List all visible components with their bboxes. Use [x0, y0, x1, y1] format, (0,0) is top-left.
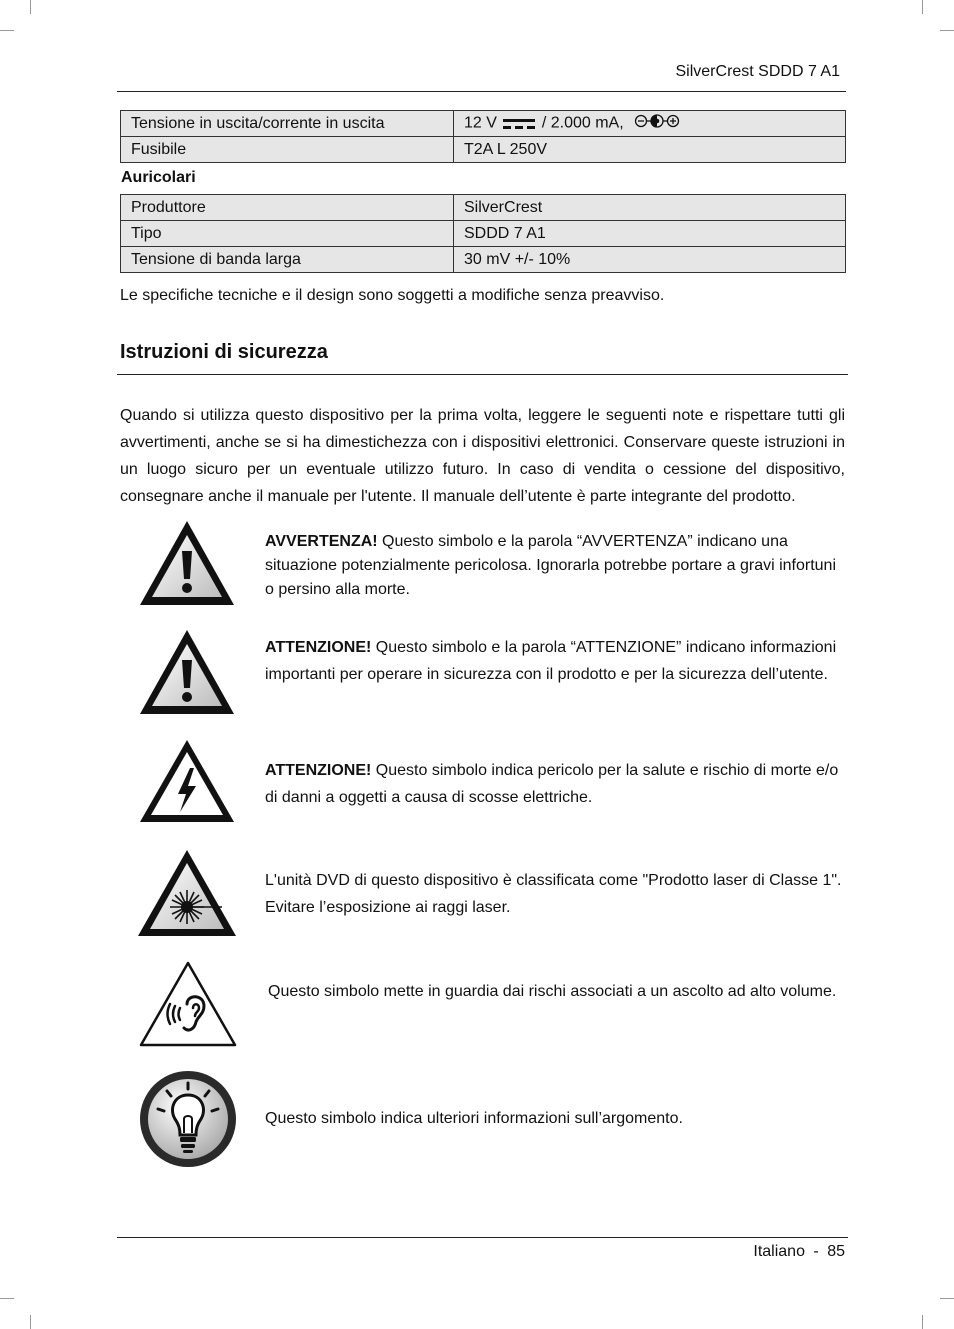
table-cell-value — [454, 111, 846, 137]
symbol-keyword: AVVERTENZA! — [265, 533, 378, 550]
footer-language: Italiano — [753, 1243, 805, 1260]
table-cell-label: Fusibile — [121, 137, 454, 163]
table-cell-label: Tipo — [121, 221, 454, 247]
crop-mark — [30, 0, 31, 14]
table-cell-label: Tensione in uscita/corrente in uscita — [121, 111, 454, 137]
table-row — [121, 111, 846, 137]
symbol-description: L'unità DVD di questo dispositivo è classificata come "Prodotto laser di Classe 1". Evitare l’esposizione ai raggi laser. — [265, 872, 842, 916]
section-title: Istruzioni di sicurezza — [120, 341, 328, 363]
section-rule — [117, 374, 848, 375]
symbol-description: Questo simbolo e la parola “ATTENZIONE” indicano informazioni importanti per operare in sicurezza con il prodotto e per la sicurezza dell’utente. — [265, 639, 837, 683]
polarity-icon — [634, 113, 680, 134]
output-spec-table — [120, 110, 846, 163]
crop-mark — [940, 1298, 954, 1299]
footer — [753, 1243, 845, 1261]
symbol-text — [265, 1107, 845, 1131]
table-cell-value: 30 mV +/- 10% — [454, 247, 846, 273]
table-row — [121, 195, 846, 221]
symbol-keyword: ATTENZIONE! — [265, 762, 372, 779]
crop-mark — [922, 0, 923, 14]
laser-radiation-icon — [136, 848, 238, 943]
subheading-earphones: Auricolari — [121, 169, 196, 186]
crop-mark — [940, 30, 954, 31]
symbol-description: Questo simbolo indica ulteriori informazioni sull’argomento. — [265, 1110, 683, 1127]
hearing-warning-icon — [138, 960, 238, 1053]
electric-shock-icon — [138, 738, 236, 829]
symbol-description: Questo simbolo e la parola “AVVERTENZA” indicano una situazione potenzialmente pericolosa. Ignorarla potrebbe portare a gravi infortuni o persino alla morte. — [265, 533, 837, 598]
output-current: / 2.000 mA, — [541, 114, 624, 132]
table-cell-label: Tensione di banda larga — [121, 247, 454, 273]
header-title: SilverCrest SDDD 7 A1 — [675, 63, 840, 80]
direct-current-icon — [503, 118, 535, 130]
table-cell-value: SilverCrest — [454, 195, 846, 221]
page-number: 85 — [827, 1243, 845, 1260]
table-row — [121, 221, 846, 247]
symbol-text — [268, 978, 845, 1005]
header-rule — [117, 91, 846, 92]
crop-mark — [922, 1315, 923, 1329]
table-cell-label: Produttore — [121, 195, 454, 221]
footer-rule — [117, 1237, 848, 1238]
crop-mark — [0, 30, 14, 31]
warning-exclamation-icon — [138, 519, 236, 612]
symbol-description: Questo simbolo mette in guardia dai rischi associati a un ascolto ad alto volume. — [268, 983, 837, 1000]
table-row — [121, 137, 846, 163]
earphones-spec-table — [120, 194, 846, 273]
table-cell-value: SDDD 7 A1 — [454, 221, 846, 247]
crop-mark — [30, 1315, 31, 1329]
table-cell-value: T2A L 250V — [454, 137, 846, 163]
symbol-text — [265, 757, 847, 811]
spec-note: Le specifiche tecniche e il design sono soggetti a modifiche senza preavviso. — [120, 287, 665, 304]
lightbulb-info-icon — [138, 1069, 238, 1174]
symbol-text — [265, 634, 845, 688]
table-row — [121, 247, 846, 273]
symbol-text — [265, 867, 845, 921]
crop-mark — [0, 1298, 14, 1299]
output-voltage: 12 V — [464, 114, 497, 132]
symbol-keyword: ATTENZIONE! — [265, 639, 372, 656]
symbol-text — [265, 530, 845, 602]
symbol-description: Questo simbolo indica pericolo per la salute e rischio di morte e/o di danni a oggetti a causa di scosse elettriche. — [265, 762, 839, 806]
intro-paragraph: Quando si utilizza questo dispositivo per la prima volta, leggere le seguenti note e rispettare tutti gli avvertimenti, anche se si ha dimestichezza con i dispositivi elettronici. Conservare queste istruzioni in un luogo sicuro per un eventuale utilizzo futuro. In caso di vendita o cessione del dispositivo, consegnare anche il manuale per l'utente. Il manuale dell’utente è parte integrante del prodotto. — [120, 407, 845, 505]
caution-exclamation-icon — [138, 628, 236, 721]
footer-separator: - — [813, 1243, 819, 1260]
